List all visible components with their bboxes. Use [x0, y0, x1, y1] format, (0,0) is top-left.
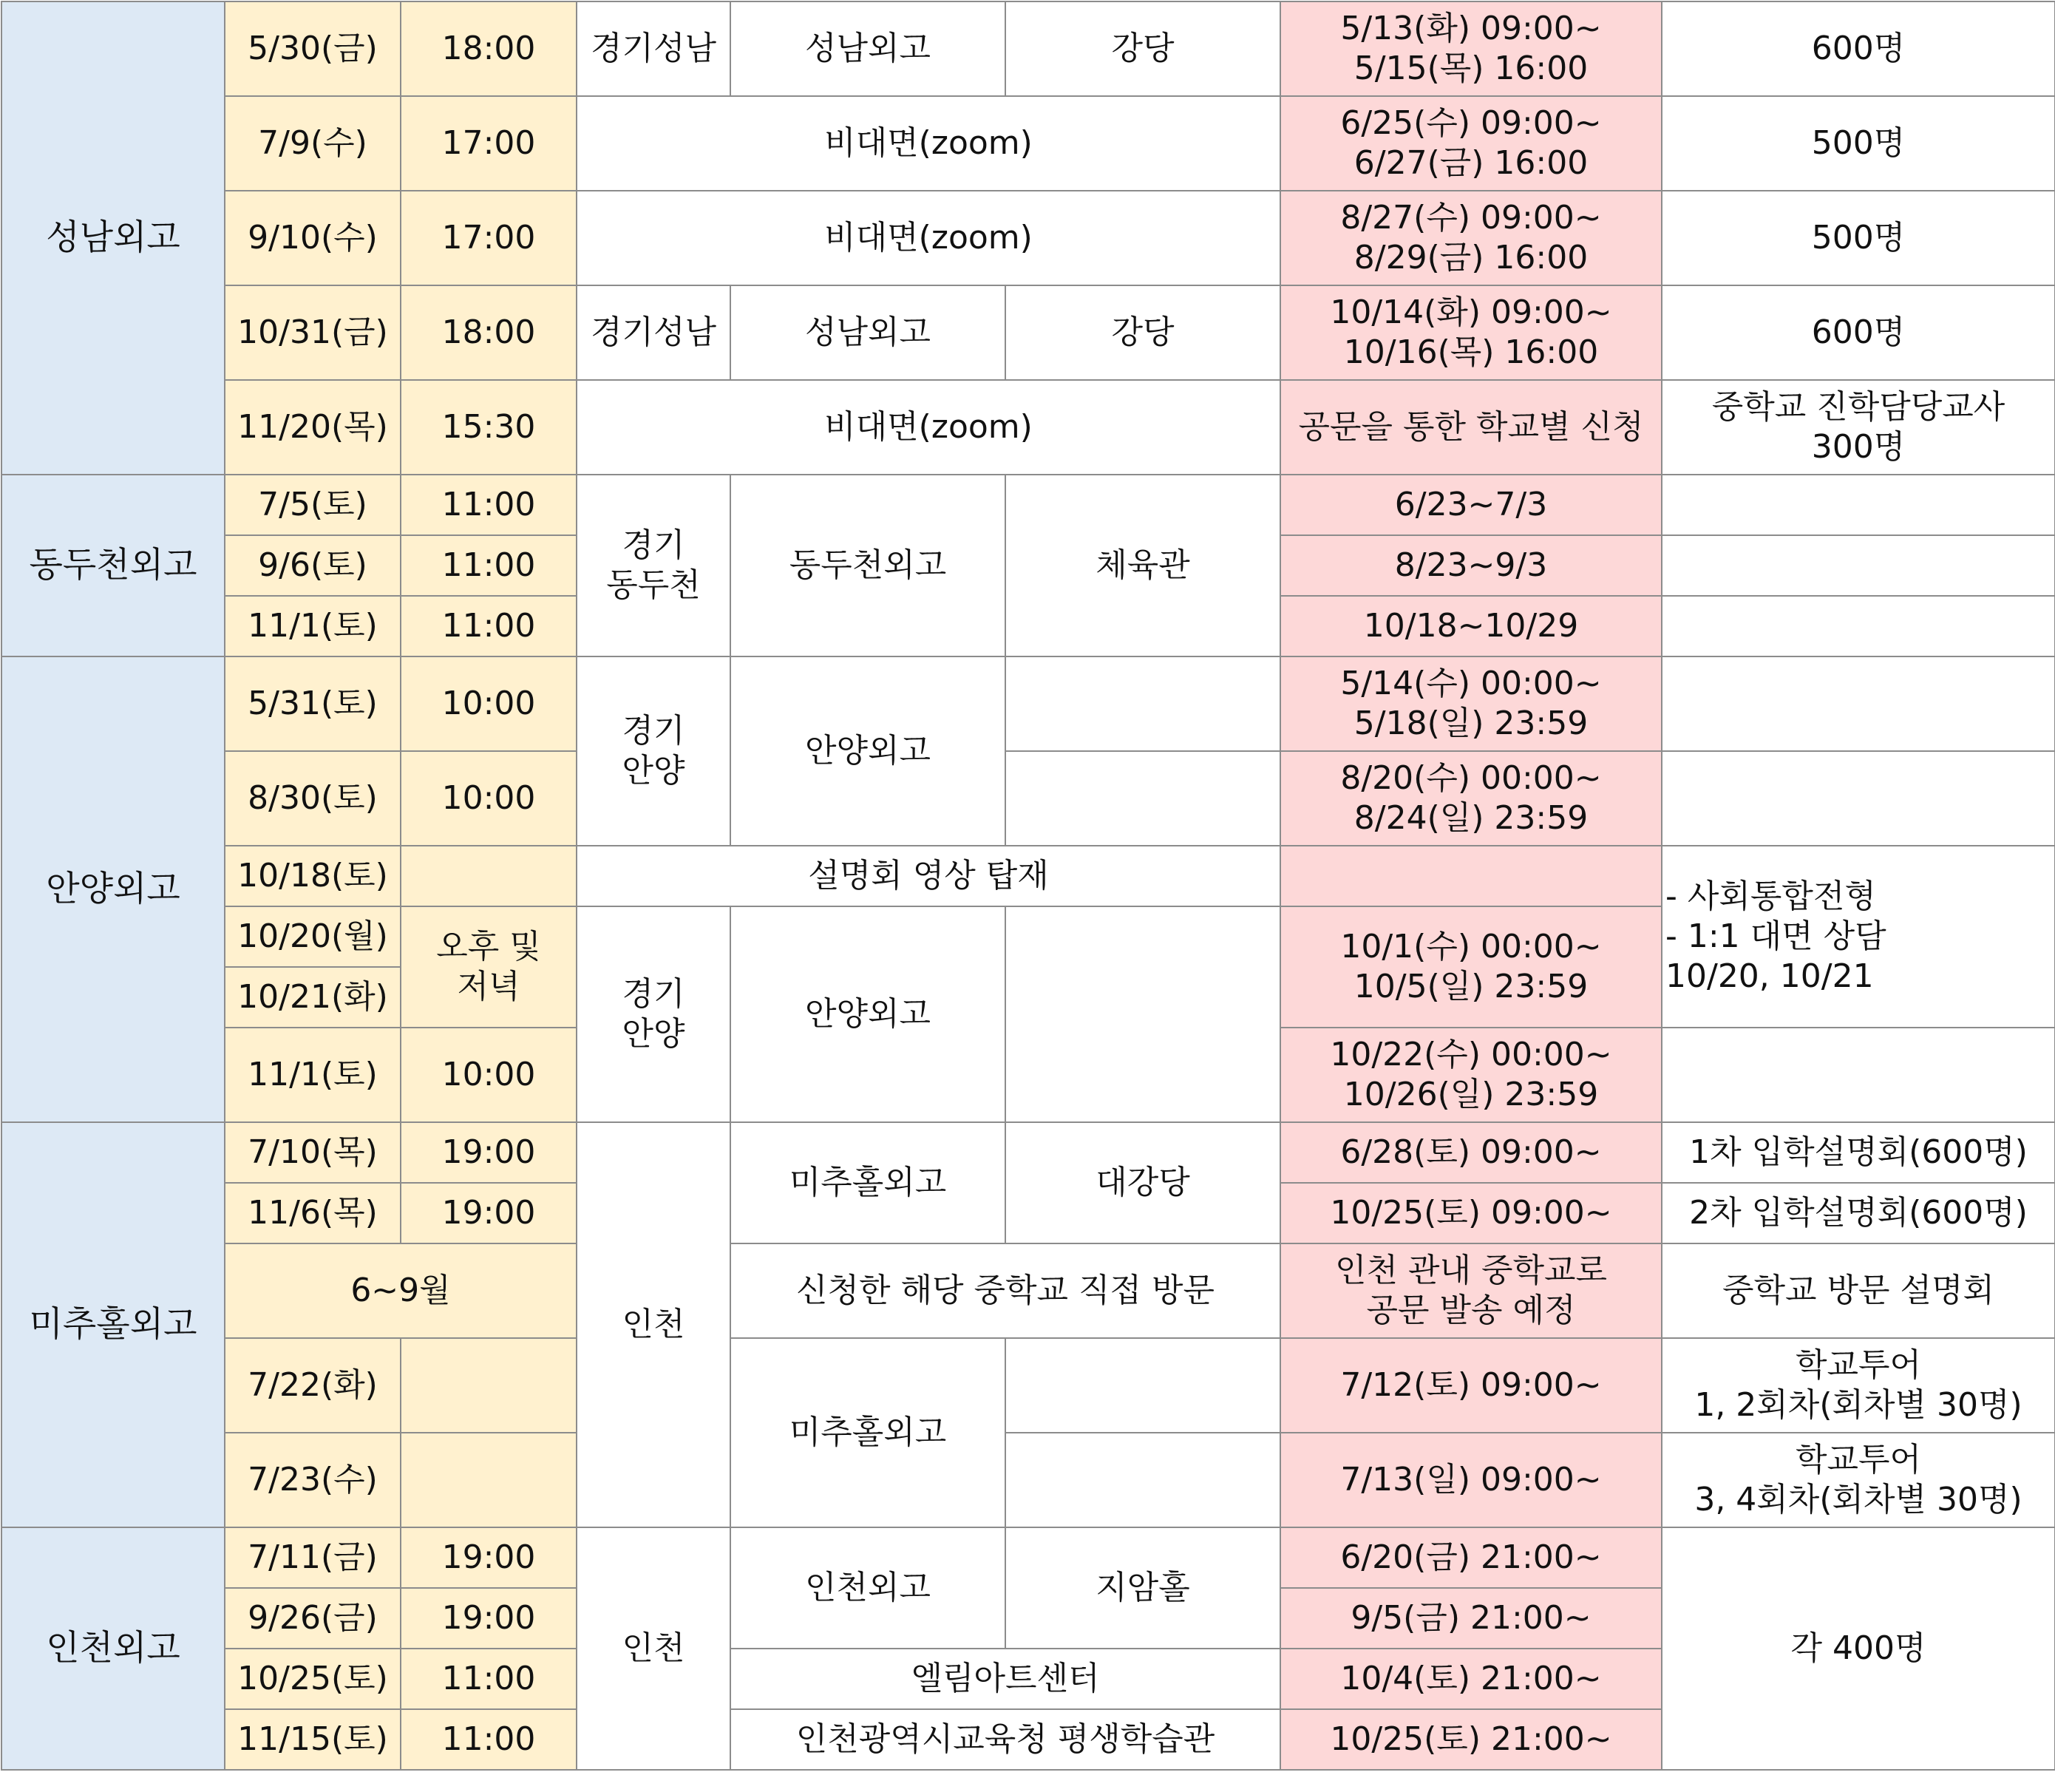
date-cell: 7/22(화) — [225, 1338, 401, 1433]
table-row — [1, 1338, 2055, 1433]
apply-period-cell: 인천 관내 중학교로 공문 발송 예정 — [1280, 1243, 1662, 1338]
room-cell: 지암홀 — [1005, 1527, 1280, 1649]
date-cell: 5/30(금) — [225, 1, 401, 96]
room-cell — [1005, 906, 1280, 1122]
apply-period-cell: 10/14(화) 09:00~ 10/16(목) 16:00 — [1280, 285, 1662, 380]
apply-period-cell: 5/13(화) 09:00~ 5/15(목) 16:00 — [1280, 1, 1662, 96]
time-cell: 18:00 — [401, 1, 577, 96]
date-cell: 11/20(목) — [225, 380, 401, 475]
table-row — [1, 751, 2055, 846]
note-cell: 중학교 방문 설명회 — [1662, 1243, 2055, 1338]
capacity-cell: 500명 — [1662, 191, 2055, 285]
time-cell: 17:00 — [401, 96, 577, 191]
apply-period-cell: 8/27(수) 09:00~ 8/29(금) 16:00 — [1280, 191, 1662, 285]
table-row — [1, 1527, 2055, 1588]
capacity-cell — [1662, 535, 2055, 596]
apply-period-cell: 7/13(일) 09:00~ — [1280, 1433, 1662, 1527]
location-cell: 신청한 해당 중학교 직접 방문 — [730, 1243, 1280, 1338]
admission-briefing-schedule-table — [1, 1, 2055, 1771]
apply-period-cell: 10/18~10/29 — [1280, 596, 1662, 656]
region-cell: 인천 — [577, 1527, 730, 1770]
venue-cell: 안양외고 — [730, 656, 1005, 846]
capacity-cell: 500명 — [1662, 96, 2055, 191]
date-cell: 7/5(토) — [225, 475, 401, 535]
apply-period-cell: 6/25(수) 09:00~ 6/27(금) 16:00 — [1280, 96, 1662, 191]
apply-period-cell: 6/23~7/3 — [1280, 475, 1662, 535]
capacity-cell — [1662, 751, 2055, 846]
room-cell — [1005, 1338, 1280, 1433]
school-name: 인천외고 — [1, 1527, 225, 1770]
venue-cell: 미추홀외고 — [730, 1338, 1005, 1527]
date-cell: 7/23(수) — [225, 1433, 401, 1527]
location-cell: 엘림아트센터 — [730, 1649, 1280, 1709]
capacity-cell: 2차 입학설명회(600명) — [1662, 1183, 2055, 1243]
time-cell: 10:00 — [401, 656, 577, 751]
region-cell: 경기 안양 — [577, 906, 730, 1122]
room-cell: 대강당 — [1005, 1122, 1280, 1243]
time-cell: 19:00 — [401, 1122, 577, 1183]
location-cell: 인천광역시교육청 평생학습관 — [730, 1709, 1280, 1770]
time-cell: 10:00 — [401, 1028, 577, 1122]
room-cell — [1005, 751, 1280, 846]
date-cell: 11/15(토) — [225, 1709, 401, 1770]
apply-period-cell: 8/20(수) 00:00~ 8/24(일) 23:59 — [1280, 751, 1662, 846]
apply-period-cell: 공문을 통한 학교별 신청 — [1280, 380, 1662, 475]
table-row — [1, 380, 2055, 475]
apply-period-cell: 10/1(수) 00:00~ 10/5(일) 23:59 — [1280, 906, 1662, 1028]
capacity-cell: 각 400명 — [1662, 1527, 2055, 1770]
time-cell: 11:00 — [401, 475, 577, 535]
school-name: 성남외고 — [1, 1, 225, 475]
table-row — [1, 846, 2055, 906]
time-cell — [401, 1433, 577, 1527]
date-cell: 11/1(토) — [225, 596, 401, 656]
apply-period-cell: 6/20(금) 21:00~ — [1280, 1527, 1662, 1588]
date-cell: 7/9(수) — [225, 96, 401, 191]
capacity-cell: 600명 — [1662, 1, 2055, 96]
venue-cell: 동두천외고 — [730, 475, 1005, 656]
venue-cell: 성남외고 — [730, 285, 1005, 380]
apply-period-cell — [1280, 846, 1662, 906]
time-cell: 19:00 — [401, 1527, 577, 1588]
room-cell — [1005, 1433, 1280, 1527]
location-cell: 비대면(zoom) — [577, 96, 1280, 191]
time-cell: 19:00 — [401, 1183, 577, 1243]
school-name: 동두천외고 — [1, 475, 225, 656]
apply-period-cell: 10/22(수) 00:00~ 10/26(일) 23:59 — [1280, 1028, 1662, 1122]
date-cell: 10/25(토) — [225, 1649, 401, 1709]
table-row — [1, 1122, 2055, 1183]
capacity-cell — [1662, 475, 2055, 535]
date-cell: 10/21(화) — [225, 967, 401, 1028]
time-cell: 10:00 — [401, 751, 577, 846]
location-cell: 비대면(zoom) — [577, 380, 1280, 475]
school-name: 안양외고 — [1, 656, 225, 1122]
table-row — [1, 1243, 2055, 1338]
date-cell: 7/11(금) — [225, 1527, 401, 1588]
apply-period-cell: 8/23~9/3 — [1280, 535, 1662, 596]
period-cell: 6~9월 — [225, 1243, 577, 1338]
region-cell: 인천 — [577, 1122, 730, 1527]
time-cell: 18:00 — [401, 285, 577, 380]
region-cell: 경기성남 — [577, 285, 730, 380]
date-cell: 11/6(목) — [225, 1183, 401, 1243]
region-cell: 경기 동두천 — [577, 475, 730, 656]
room-cell: 체육관 — [1005, 475, 1280, 656]
capacity-cell: 중학교 진학담당교사 300명 — [1662, 380, 2055, 475]
capacity-cell: 학교투어 1, 2회차(회차별 30명) — [1662, 1338, 2055, 1433]
room-cell — [1005, 656, 1280, 751]
capacity-cell — [1662, 656, 2055, 751]
table-row — [1, 96, 2055, 191]
time-cell: 15:30 — [401, 380, 577, 475]
location-cell: 설명회 영상 탑재 — [577, 846, 1280, 906]
time-cell: 11:00 — [401, 1649, 577, 1709]
capacity-cell: 600명 — [1662, 285, 2055, 380]
time-cell: 11:00 — [401, 535, 577, 596]
date-cell: 10/31(금) — [225, 285, 401, 380]
apply-period-cell: 10/25(토) 09:00~ — [1280, 1183, 1662, 1243]
time-cell — [401, 1338, 577, 1433]
capacity-cell: 1차 입학설명회(600명) — [1662, 1122, 2055, 1183]
time-cell: 11:00 — [401, 1709, 577, 1770]
date-cell: 7/10(목) — [225, 1122, 401, 1183]
apply-period-cell: 7/12(토) 09:00~ — [1280, 1338, 1662, 1433]
apply-period-cell: 5/14(수) 00:00~ 5/18(일) 23:59 — [1280, 656, 1662, 751]
apply-period-cell: 10/25(토) 21:00~ — [1280, 1709, 1662, 1770]
time-cell: 11:00 — [401, 596, 577, 656]
table-row — [1, 191, 2055, 285]
time-cell: 오후 및 저녁 — [401, 906, 577, 1028]
table-row — [1, 1, 2055, 96]
venue-cell: 성남외고 — [730, 1, 1005, 96]
table-row — [1, 285, 2055, 380]
table-row — [1, 1433, 2055, 1527]
date-cell: 5/31(토) — [225, 656, 401, 751]
venue-cell: 인천외고 — [730, 1527, 1005, 1649]
date-cell: 9/26(금) — [225, 1588, 401, 1649]
time-cell: 17:00 — [401, 191, 577, 285]
table-row — [1, 656, 2055, 751]
date-cell: 11/1(토) — [225, 1028, 401, 1122]
capacity-cell: 학교투어 3, 4회차(회차별 30명) — [1662, 1433, 2055, 1527]
time-cell: 19:00 — [401, 1588, 577, 1649]
capacity-cell — [1662, 596, 2055, 656]
note-cell: - 사회통합전형 - 1:1 대면 상담 10/20, 10/21 — [1662, 846, 2055, 1028]
room-cell: 강당 — [1005, 1, 1280, 96]
region-cell: 경기 안양 — [577, 656, 730, 846]
region-cell: 경기성남 — [577, 1, 730, 96]
capacity-cell — [1662, 1028, 2055, 1122]
school-name: 미추홀외고 — [1, 1122, 225, 1527]
location-cell: 비대면(zoom) — [577, 191, 1280, 285]
apply-period-cell: 9/5(금) 21:00~ — [1280, 1588, 1662, 1649]
date-cell: 9/10(수) — [225, 191, 401, 285]
time-cell — [401, 846, 577, 906]
date-cell: 10/20(월) — [225, 906, 401, 967]
date-cell: 9/6(토) — [225, 535, 401, 596]
table-row — [1, 475, 2055, 535]
room-cell: 강당 — [1005, 285, 1280, 380]
date-cell: 10/18(토) — [225, 846, 401, 906]
venue-cell: 안양외고 — [730, 906, 1005, 1122]
apply-period-cell: 10/4(토) 21:00~ — [1280, 1649, 1662, 1709]
apply-period-cell: 6/28(토) 09:00~ — [1280, 1122, 1662, 1183]
venue-cell: 미추홀외고 — [730, 1122, 1005, 1243]
date-cell: 8/30(토) — [225, 751, 401, 846]
